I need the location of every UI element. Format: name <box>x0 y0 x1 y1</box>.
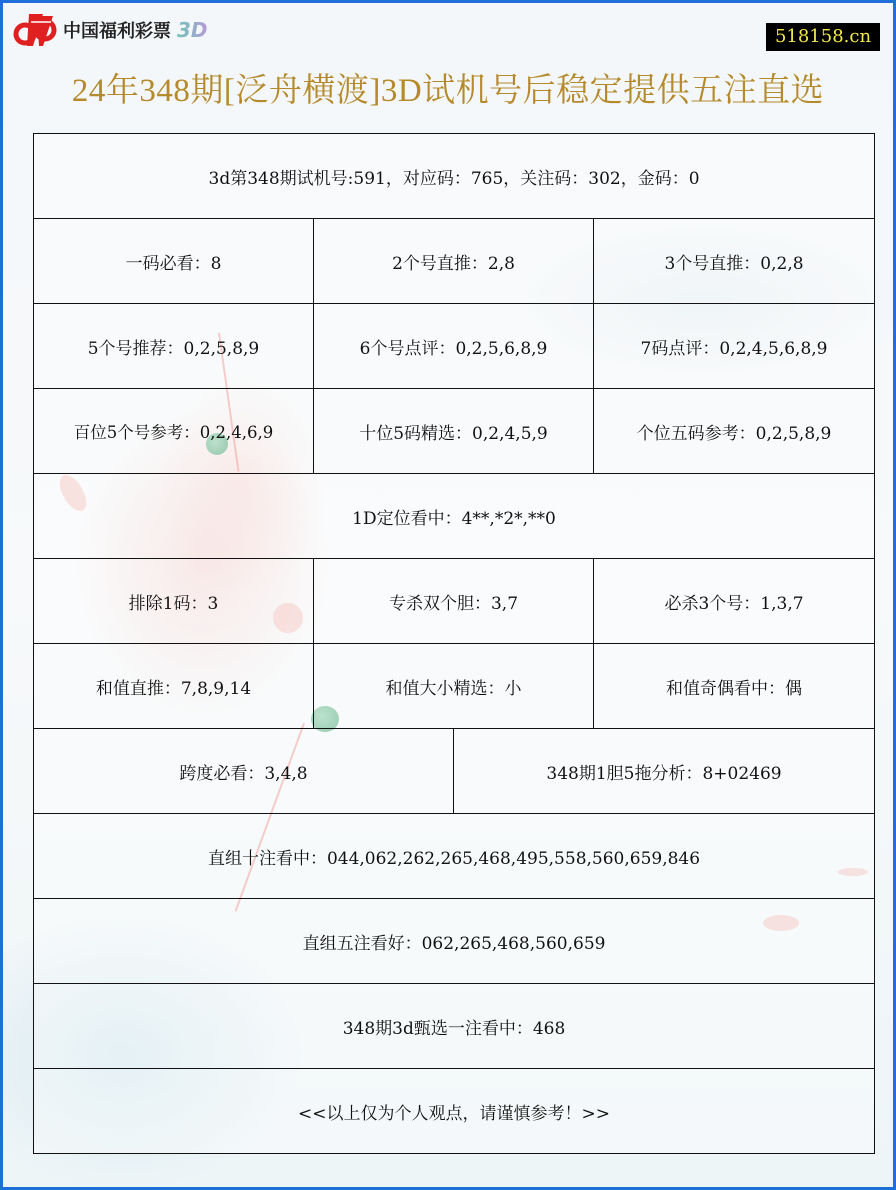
page-frame <box>3 3 893 1187</box>
kill-double-cell: 专杀双个胆：3,7 <box>314 559 594 644</box>
seven-codes-review-cell: 7码点评：0,2,4,5,6,8,9 <box>594 304 875 389</box>
one-bet-pick-cell: 348期3d甄选一注看中：468 <box>34 984 875 1069</box>
table-row <box>34 219 875 304</box>
test-number-cell: 3d第348期试机号:591，对应码：765，关注码：302，金码：0 <box>34 134 875 219</box>
sum-size-cell: 和值大小精选：小 <box>314 644 594 729</box>
table-row <box>34 984 875 1069</box>
lottery-logo <box>13 11 208 49</box>
table-row <box>34 899 875 984</box>
two-numbers-direct-cell: 2个号直推：2,8 <box>314 219 594 304</box>
table-row <box>34 644 875 729</box>
logo-3d-text: 3D <box>177 18 208 42</box>
five-numbers-recommend-cell: 5个号推荐：0,2,5,8,9 <box>34 304 314 389</box>
table-row <box>34 559 875 644</box>
five-bets-cell: 直组五注看好：062,265,468,560,659 <box>34 899 875 984</box>
ten-bets-cell: 直组十注看中：044,062,262,265,468,495,558,560,659,846 <box>34 814 875 899</box>
span-must-see-cell: 跨度必看：3,4,8 <box>34 729 454 814</box>
table-row <box>34 474 875 559</box>
hundreds-five-numbers-cell: 百位5个号参考：0,2,4,6,9 <box>34 389 314 474</box>
table-row <box>34 304 875 389</box>
page-title: 24年348期[泛舟横渡]3D试机号后稳定提供五注直选 <box>71 73 825 109</box>
exclude-one-code-cell: 排除1码：3 <box>34 559 314 644</box>
table-row <box>34 729 875 814</box>
kill-three-numbers-cell: 必杀3个号：1,3,7 <box>594 559 875 644</box>
six-numbers-review-cell: 6个号点评：0,2,5,6,8,9 <box>314 304 594 389</box>
table-row <box>34 814 875 899</box>
table-row <box>34 1069 875 1154</box>
table-row-test-number <box>34 134 875 219</box>
sum-direct-cell: 和值直推：7,8,9,14 <box>34 644 314 729</box>
site-url-badge[interactable]: 518158.cn <box>766 23 880 51</box>
disclaimer-cell: <<以上仅为个人观点，请谨慎参考！>> <box>34 1069 875 1154</box>
welfare-lottery-logo-icon <box>13 12 57 48</box>
sum-parity-cell: 和值奇偶看中：偶 <box>594 644 875 729</box>
one-gall-five-drag-cell: 348期1胆5拖分析：8+02469 <box>454 729 875 814</box>
one-d-position-cell: 1D定位看中：4**,*2*,**0 <box>34 474 875 559</box>
units-five-codes-cell: 个位五码参考：0,2,5,8,9 <box>594 389 875 474</box>
one-code-must-see-cell: 一码必看：8 <box>34 219 314 304</box>
logo-text: 中国福利彩票 <box>63 21 171 42</box>
table-row <box>34 389 875 474</box>
tens-five-codes-cell: 十位5码精选：0,2,4,5,9 <box>314 389 594 474</box>
three-numbers-direct-cell: 3个号直推：0,2,8 <box>594 219 875 304</box>
prediction-table <box>33 133 875 1154</box>
